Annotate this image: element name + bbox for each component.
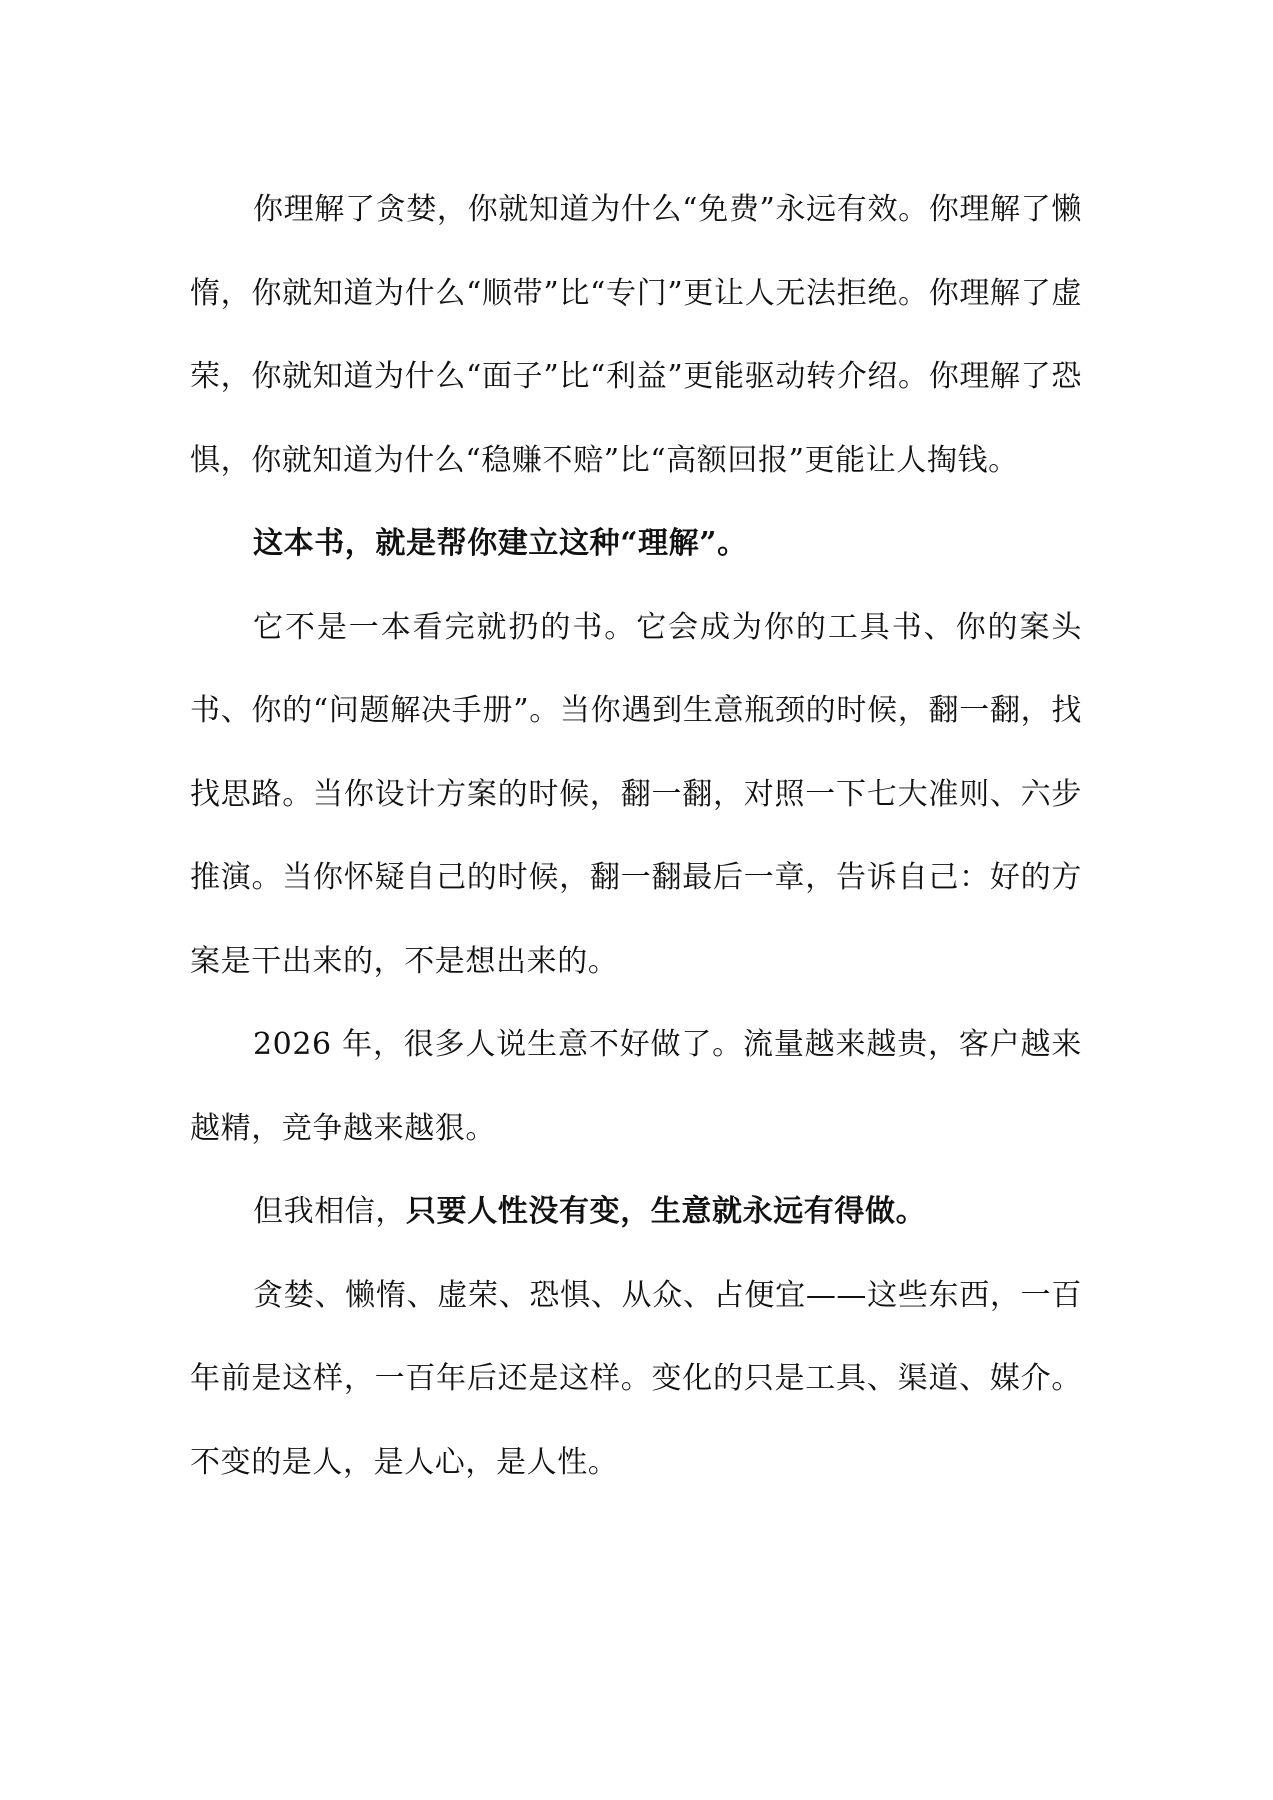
document-body [190,168,1082,1504]
belief-emphasis: 只要人性没有变，生意就永远有得做。 [406,1194,927,1229]
paragraph-book-purpose: 这本书，就是帮你建立这种“理解”。 [253,526,748,561]
paragraph-tool-book: 它不是一本看完就扔的书。它会成为你的工具书、你的案头书、你的“问题解决手册”。当你遇到生意瓶颈的时候，翻一翻，找找思路。当你设计方案的时候，翻一翻，对照一下七大准则、六步推演。当你怀疑自己的时候，翻一翻最后一章，告诉自己：好的方案是干出来的，不是想出来的。 [190,609,1082,979]
paragraph-greed-laziness-vanity-fear: 你理解了贪婪，你就知道为什么“免费”永远有效。你理解了懒惰，你就知道为什么“顺带”比“专门”更让人无法拒绝。你理解了虚荣，你就知道为什么“面子”比“利益”更能驱动转介绍。你理解了恐惧，你就知道为什么“稳赚不赔”比“高额回报”更能让人掏钱。 [190,192,1082,478]
paragraph-belief [190,1170,1082,1254]
paragraph-2026-business: 2026 年，很多人说生意不好做了。流量越来越贵，客户越来越精，竞争越来越狠。 [190,1027,1082,1146]
paragraph-human-nature: 贪婪、懒惰、虚荣、恐惧、从众、占便宜——这些东西，一百年前是这样，一百年后还是这样。变化的只是工具、渠道、媒介。不变的是人，是人心，是人性。 [190,1277,1082,1480]
belief-prefix: 但我相信， [253,1194,406,1229]
